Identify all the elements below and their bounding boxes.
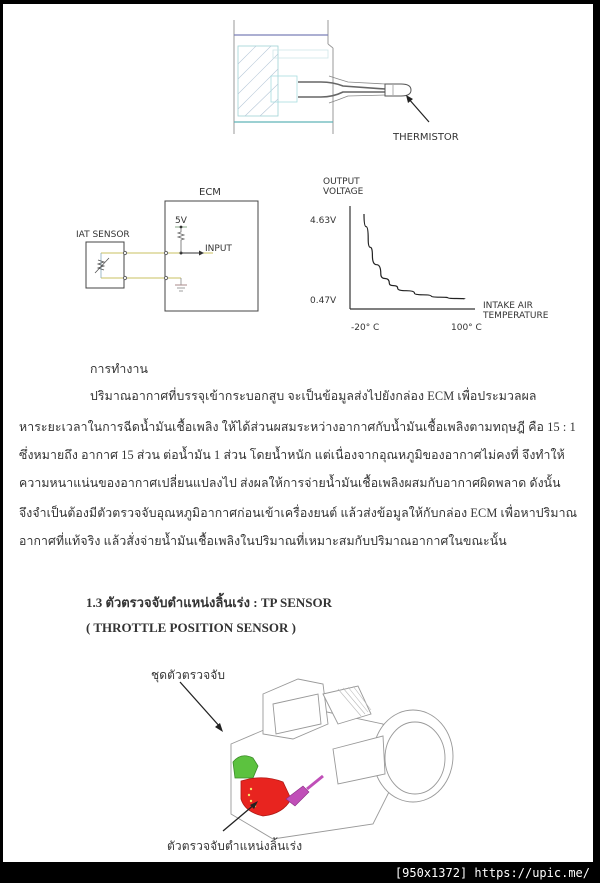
section-label: การทำงาน: [90, 362, 148, 376]
throttle-body-figure: [123, 654, 463, 859]
y-tick-min: 0.47V: [310, 296, 337, 306]
y-axis-label: [323, 177, 373, 197]
x-tick-min: -20° C: [351, 323, 380, 333]
document-page: [3, 4, 593, 862]
output-voltage-chart: [293, 169, 573, 344]
paragraph-line: จึงจำเป็นต้องมีตัวตรวจจับอุณหภูมิอากาศก่อนเข้าเครื่องยนต์ แล้วส่งข้อมูลให้กับกล่อง ECM เพื่อหาปริมาณ: [19, 506, 578, 520]
supply-voltage-label: 5V: [175, 216, 187, 226]
thermistor-drawing: [3, 4, 593, 154]
iat-circuit-diagram: [3, 184, 293, 324]
paragraph-line: ความหนาแน่นของอากาศเปลี่ยนแปลงไป ส่งผลให้การจ่ายน้ำมันเชื้อเพลิงผสมกับอากาศผิดพลาด ดังนั้น: [19, 476, 561, 490]
circuit-schematic: [3, 184, 293, 324]
thermistor-figure: [3, 4, 593, 154]
paragraph-line: อากาศที่แท้จริง แล้วสั่งจ่ายน้ำมันเชื้อเพลิงในปริมาณที่เหมาะสมกับปริมาณอากาศในขณะนั้น: [19, 534, 507, 548]
section-subheading: ( THROTTLE POSITION SENSOR ): [86, 620, 296, 635]
input-label: INPUT: [205, 244, 232, 254]
x-axis-label: INTAKE AIR TEMPERATURE: [483, 301, 549, 321]
image-watermark: [950x1372] https://upic.me/: [394, 866, 590, 880]
y-tick-max: 4.63V: [310, 216, 337, 226]
voltage-curve: [364, 214, 465, 299]
y-axis-label-text: OUTPUT VOLTAGE: [323, 177, 364, 197]
section-heading: 1.3 ตัวตรวจจับตำแหน่งลิ้นเร่ง : TP SENSOR: [86, 595, 332, 610]
paragraph-line: ปริมาณอากาศที่บรรจุเข้ากระบอกสูบ จะเป็นข้อมูลส่งไปยังกล่อง ECM เพื่อประมวลผล: [90, 389, 537, 403]
x-tick-max: 100° C: [451, 323, 482, 333]
thermistor-label: THERMISTOR: [393, 132, 459, 143]
paragraph-line: ซึ่งหมายถึง อากาศ 15 ส่วน ต่อน้ำมัน 1 ส่วน โดยน้ำหนัก แต่เนื่องจากอุณหภูมิของอากาศไม่คงที่ จึงทำให้: [19, 448, 565, 462]
tp-sensor-label: ตัวตรวจจับตำแหน่งลิ้นเร่ง: [167, 839, 303, 853]
iat-sensor-label: IAT SENSOR: [76, 230, 130, 240]
ecm-label: ECM: [199, 187, 221, 198]
paragraph-line: หาระยะเวลาในการฉีดน้ำมันเชื้อเพลิง ให้ได้ส่วนผสมระหว่างอากาศกับน้ำมันเชื้อเพลิงตามทฤษฎี คือ 15 : 1: [19, 420, 576, 434]
assembly-label: ชุดตัวตรวจจับ: [151, 668, 226, 682]
